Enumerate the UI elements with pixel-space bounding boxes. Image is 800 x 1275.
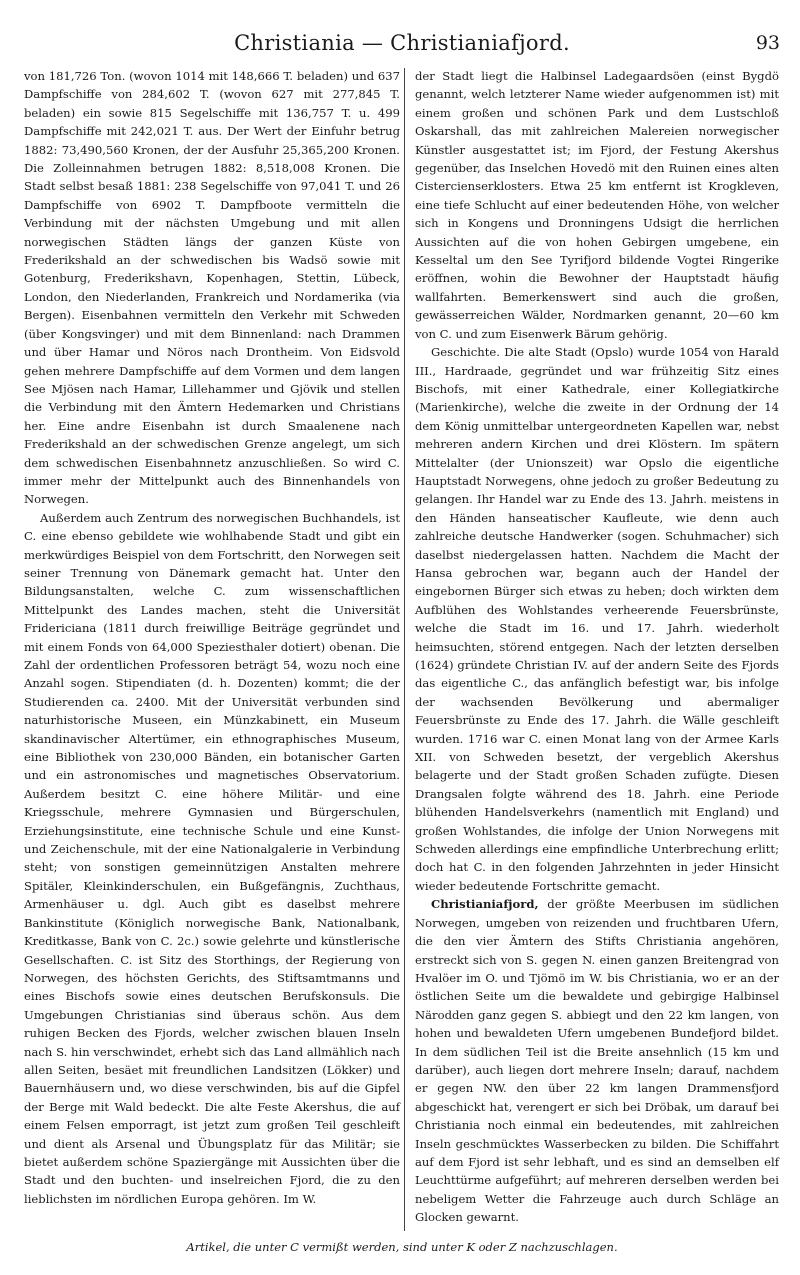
paragraph-trade-shipping: von 181,726 Ton. (wovon 1014 mit 148,666 T. beladen) und 637 Dampfschiffe von 284,602 T. (wovon 627 mit 277,845 T. beladen) ein sowie 815 Segelschiffe mit 136,757 T. u. 499 Dampfschiffe mit 242,021 T. aus. Der Wert der Einfuhr betrug 1882: 73,490,560 Kronen, der der Ausfuhr 25,365,200 Kronen. Die Zolleinnahmen betrugen 1882: 8,518,008 Kronen. Die Stadt selbst besaß 1881: 238 Segelschiffe von 97,041 T. und 26 Dampfschiffe von 6902 T. Dampfboote vermitteln die Verbindung mit der nächsten Umgebung und mit allen norwegischen Städten längs der ganzen Küste von Frederikshald an der schwedischen bis Wadsö sowie mit Gotenburg, Frederikshavn, Kopenhagen, Stettin, Lübeck, London, den Niederlanden, Frankreich und Nordamerika (via Bergen). Eisenbahnen vermitteln den Verkehr mit Schweden (über Kongsvinger) und mit dem Binnenland: nach Drammen und über Hamar und Nöros nach Drontheim. Von Eidsvold gehen mehrere Dampfschiffe auf dem Vormen und dem langen See Mjösen nach Hamar, Lillehammer und Gjövik und stellen die Verbindung mit den Ämtern Hedemarken und Christians her. Eine andre Eisenbahn ist durch Smaalenene nach Frederikshald an der schwedischen Grenze angelegt, um sich dem schwedischen Eisenbahnnetz anzuschließen. So wird C. immer mehr der Mittelpunkt auch des Binnenhandels von Norwegen. [24,69,400,507]
entry-lemma: Christianiafjord, [431,897,539,912]
left-column [24,67,400,1208]
paragraph-surroundings: der Stadt liegt die Halbinsel Ladegaardsöen (einst Bygdö genannt, welch letzterer Name wieder aufgenommen ist) mit einem großen und schönen Park und dem Lustschloß Oskarshall, das mit zahlreichen Malereien norwegischer Künstler ausgestattet ist; im Fjord, der Festung Akershus gegenüber, das Inselchen Hovedö mit den Ruinen eines alten Cistercienserklosters. Etwa 25 km entfernt ist Krogkleven, eine tiefe Schlucht auf einer bedeutenden Höhe, von welcher sich in Kongens und Dronningens Udsigt die herrlichen Aussichten auf die von hohen Gebirgen umgebene, ein Kesseltal um den See Tyrifjord bildende Vogtei Ringerike eröffnen, wohin die Bewohner der Hauptstadt häufig wallfahrten. Bemerkenswert sind auch die großen, gewässerreichen Wälder, Nordmarken genannt, 20—60 km von C. und zum Eisenwerk Bärum gehörig. [415,69,779,341]
column-divider [404,68,405,1231]
page-number: 93 [755,32,780,54]
page-footer-note: Artikel, die unter C vermißt werden, sind unter K oder Z nachzuschlagen. [186,1240,618,1254]
running-title: Christiania — Christianiafjord. [234,31,570,55]
entry-text: der größte Meerbusen im südlichen Norwegen, umgeben von reizenden und fruchtbaren Ufern, die den vier Ämtern des Stifts Christiania angehören, erstreckt sich von S. gegen N. einen ganzen Breitengrad von Hvalöer im O. und Tjömö im W. bis Christiania, wo er an der östlichen Seite um die bewaldete und gebirgige Halbinsel Närodden ganz gegen S. abbiegt und den 22 km langen, von hohen und bewaldeten Ufern umgebenen Bundefjord bildet. In dem südlichen Teil ist die Breite ansehnlich (15 km und darüber), auch liegen dort mehrere Inseln; darauf, nachdem er gegen NW. den über 22 km langen Drammensfjord abgeschickt hat, verengert er sich bei Dröbak, um darauf bei Christiania noch einmal ein bedeutendes, mit zahlreichen Inseln geschmücktes Wasserbecken zu bilden. Die Schiffahrt auf dem Fjord ist sehr lebhaft, und es sind an demselben elf Leuchttürme aufgeführt; auf mehreren derselben werden bei nebeligem Wetter die Fahrzeuge auch durch Schläge an Glocken gewarnt. [415,897,779,1225]
paragraph-education-institutions: Außerdem auch Zentrum des norwegischen Buchhandels, ist C. eine ebenso gebildete wie wohlhabende Stadt und gibt ein merkwürdiges Beispiel von dem Fortschritt, den Norwegen seit seiner Trennung von Dänemark gemacht hat. Unter den Bildungsanstalten, welche C. zum wissenschaftlichen Mittelpunkt des Landes machen, steht die Universität Fridericiana (1811 durch freiwillige Beiträge gegründet und mit einem Fonds von 64,000 Speziesthaler dotiert) obenan. Die Zahl der ordentlichen Professoren beträgt 54, wozu noch eine Anzahl sogen. Stipendiaten (d. h. Dozenten) kommt; die der Studierenden ca. 2400. Mit der Universität verbunden sind naturhistorische Museen, ein Münzkabinett, ein Museum skandinavischer Altertümer, ein ethnographisches Museum, eine Bibliothek von 230,000 Bänden, ein botanischer Garten und ein astronomisches und magnetisches Observatorium. Außerdem besitzt C. eine höhere Militär- und eine Kriegsschule, mehrere Gymnasien und Bürgerschulen, Erziehungsinstitute, eine technische Schule und eine Kunst- und Zeichenschule, mit der eine Nationalgalerie in Verbindung steht; von sonstigen gemeinnützigen Anstalten mehrere Spitäler, Kleinkinderschulen, ein Bußgefängnis, Zuchthaus, Armenhäuser u. dgl. Auch gibt es daselbst mehrere Bankinstitute (Königlich norwegische Bank, Nationalbank, Kreditkasse, Bank von C. 2c.) sowie gelehrte und künstlerische Gesellschaften. C. ist Sitz des Storthings, der Regierung von Norwegen, des höchsten Gerichts, des Stiftsamtmanns und eines Bischofs sowie eines deutschen Berufskonsuls. Die Umgebungen Christianias sind überaus schön. Aus dem ruhigen Becken des Fjords, welcher zwischen blauen Inseln nach S. hin verschwindet, erhebt sich das Land allmählich nach allen Seiten, besäet mit freundlichen Landsitzen (Lökker) und Bauernhäusern und, wo diese verschwinden, bis auf die Gipfel der Berge mit Wald bedeckt. Die alte Feste Akershus, die auf einem Felsen emporragt, ist jetzt zum großen Teil geschleift und dient als Arsenal und Übungsplatz für das Militär; sie bietet außerdem schöne Spaziergänge mit Aussichten über die Stadt und den buchten- und inselreichen Fjord, die zu den lieblichsten im nördlichen Europa gehören. Im W. [24,510,400,1206]
entry-christianiafjord [415,895,779,1226]
page-header [24,26,780,60]
paragraph-history: Geschichte. Die alte Stadt (Opslo) wurde 1054 von Harald III., Hardraade, gegründet und war frühzeitig Sitz eines Bischofs, mit einer Kathedrale, einer Kollegiatkirche (Marienkirche), welche die zweite in der Ordnung der 14 dem König unmittelbar untergeordneten Kapellen war, nebst mehreren andern Kirchen und drei Klöstern. Im spätern Mittelalter (der Unionszeit) war Opslo die eigentliche Hauptstadt Norwegens, ohne jedoch zu großer Bedeutung zu gelangen. Ihr Handel war zu Ende des 13. Jahrh. meistens in den Händen hanseatischer Kaufleute, wie denn auch zahlreiche deutsche Handwerker (sogen. Schuhmacher) sich daselbst niedergelassen hatten. Nachdem die Macht der Hansa gebrochen war, begann auch der Handel der eingebornen Bürger sich etwas zu heben; doch wirkten dem Aufblühen des Wohlstandes verheerende Feuersbrünste, welche die Stadt im 16. und 17. Jahrh. wiederholt heimsuchten, störend entgegen. Nach der letzten derselben (1624) gründete Christian IV. auf der andern Seite des Fjords das eigentliche C., das anfänglich befestigt war, bis infolge der wachsenden Bevölkerung und abermaliger Feuersbrünste zu Ende des 17. Jahrh. die Wälle geschleift wurden. 1716 war C. einen Monat lang von der Armee Karls XII. von Schweden besetzt, der vergeblich Akershus belagerte und der Stadt großen Schaden zufügte. Diesen Drangsalen folgte während des 18. Jahrh. eine Periode blühenden Handelsverkehrs (namentlich mit England) und großen Wohlstandes, die infolge der Union Norwegens mit Schweden allerdings eine empfindliche Unterbrechung erlitt; doch hat C. in den folgenden Jahrzehnten in jeder Hinsicht wieder bedeutende Fortschritte gemacht. [415,345,779,893]
right-column [415,67,779,1227]
